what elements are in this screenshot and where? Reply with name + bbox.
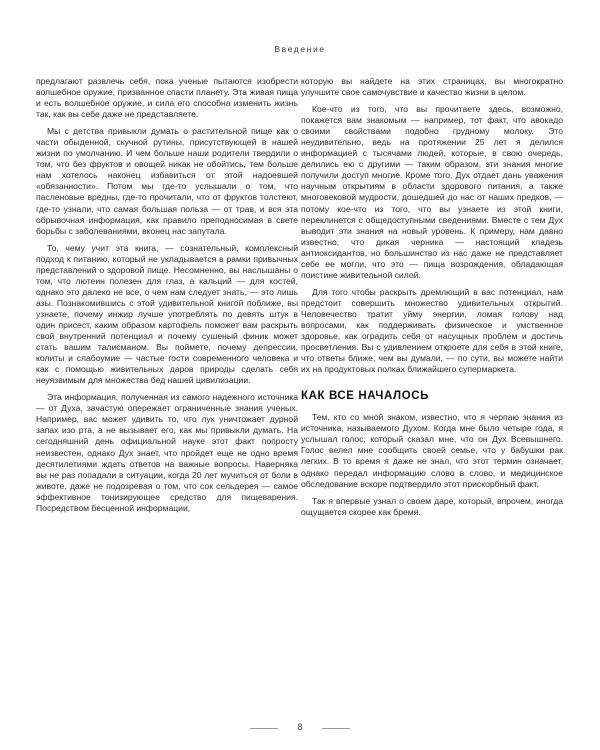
body-paragraph: Мы с детства привыкли думать о растительной пище как о части обыденной, скучной рутины, присутствующей в нашей жизни по умолчанию. И чем больше наши родители твердили о том, что без фруктов и овощей никак не обойтись, тем больше нам хотелось наконец избавиться от этой надоевшей «обязанности». Потом мы где-то услышали о том, что пасленовые вредны, где-то прочитали, что от фруктов толстеют, где-то узнали, что самая большая польза — от трав, и вся эта обрывочная информация, как правило преподносимая в свете борьбы с заболеваниями, вконец нас запутала. bbox=[36, 126, 298, 236]
right-column bbox=[301, 76, 563, 524]
running-header: Введение bbox=[274, 44, 326, 54]
page-footer bbox=[0, 722, 600, 736]
body-paragraph: предлагают развлечь себя, пока ученые пытаются изобрести волшебное оружие, призванное спасти планету. Эта живая пища и есть волшебное оружие, и сила его способна изменить жизнь так, как вы себе даже не представляете. bbox=[36, 76, 298, 120]
body-paragraph: Кое-что из того, что вы прочитаете здесь, возможно, покажется вам знакомым — например, тот факт, что авокадо своими свойствами подобно грудному молоку. Это неудивительно, ведь на протяжении 25 лет я делился информацией с тысячами людей, которые, в свою очередь, делились ею с другими — таким образом, эти знания многие получили доступ многие. Кроме того, Дух отдает дань уважения научным открытиям в области здорового питания, а также многовековой мудрости, дошедшей до нас от наших предков, — потому кое-что из того, что вы узнаете из этой книги, переклинется с общедоступными сведениями. Вместе с тем Дух выводит эти знания на новый уровень. К примеру, нам давно известно, что дикая черника — настоящий кладезь антиоксидантов, но большинство из нас даже не представляет себе ее могли, что это — пища возрождения, обладающая поистине живительной силой. bbox=[301, 104, 563, 280]
body-paragraph: То, чему учит эта книга, — сознательный, комплексный подход к питанию, который не укладывается в рамки привычных представлений о здоровой пище. Несомненно, вы наслышаны о том, что лютеин полезен для глаз, а кальций — для костей, однако это далеко не все, о чем нам следует знать, — это лишь азы. Познакомившись с этой удивительной книгой поближе, вы узнаете, почему инжир лучше употреблять по девять штук в один присест, каким образом картофель поможет вам раскрыть свой внутренний потенциал и почему сушеный финик может стать вашим талисманом. Вы поймете, почему депрессии, колиты и слабоумие — частые гости современного человека и как с помощью живительных даров природы сделать себя неуязвимым для множества бед нашей цивилизации. bbox=[36, 242, 298, 386]
body-paragraph: Тем, кто со мной знаком, известно, что я черпаю знания из источника, называемого Духом. Когда мне было четыре года, я услышал голос, который сказал мне, что он Дух Всевышнего. Голос велел мне сообщить своей семье, что у бабушки рак легких. В то время я даже не знал, что этот термин означает, однако передал информацию слово в слово, и медицинское обследование вскоре подтвердило этот прискорбный факт. bbox=[301, 412, 563, 489]
body-paragraph: Эта информация, полученная из самого надежного источника — от Духа, зачастую опережает ограниченные знания ученых. Например, вас может удивить то, что лук уничтожает дурной запах изо рта, а не вызывает его, как мы привыкли думать. На сегодняшний день официальной науке этот факт попросту неизвестен, однако Дух знает, что пройдет еще не одно время десятилетиями ждать ответов на важные вопросы. Наверняка вы не раз попадали в ситуации, когда 20 лет мучиться от боли в животе, даже не подозревая о том, что сок сельдерея — самое эффективное тонизирующее средство для пищеварения. Посредством бесценной информации, bbox=[36, 392, 298, 513]
body-paragraph: Так я впервые узнал о своем даре, который, впрочем, иногда ощущается скорее как бремя. bbox=[301, 495, 563, 517]
page-number: 8 bbox=[297, 722, 303, 732]
body-paragraph: Для того чтобы раскрыть дремлющий в вас потенциал, нам предстоит совершить множество удивительных открытий. Человечество тратит уйму энергии, ломая голову над вопросами, как поддерживать физическое и умственное здоровье, как оградить себя от насущных проблем и достичь просветления. Вы с удивлением откроете для себя в этой книге, что ответы ближе, чем вы думали, — по сути, вы можете найти их на продуктовых полках ближайшего супермаркета. bbox=[301, 286, 563, 375]
body-paragraph: которую вы найдете на этих страницах, вы многократно улучшите свое самочувствие и качество жизни в целом. bbox=[301, 76, 563, 98]
footer-rule-right bbox=[322, 728, 350, 729]
left-column bbox=[36, 76, 298, 520]
footer-rule-left bbox=[250, 728, 278, 729]
section-heading: КАК ВСЕ НАЧАЛОСЬ bbox=[301, 390, 430, 403]
